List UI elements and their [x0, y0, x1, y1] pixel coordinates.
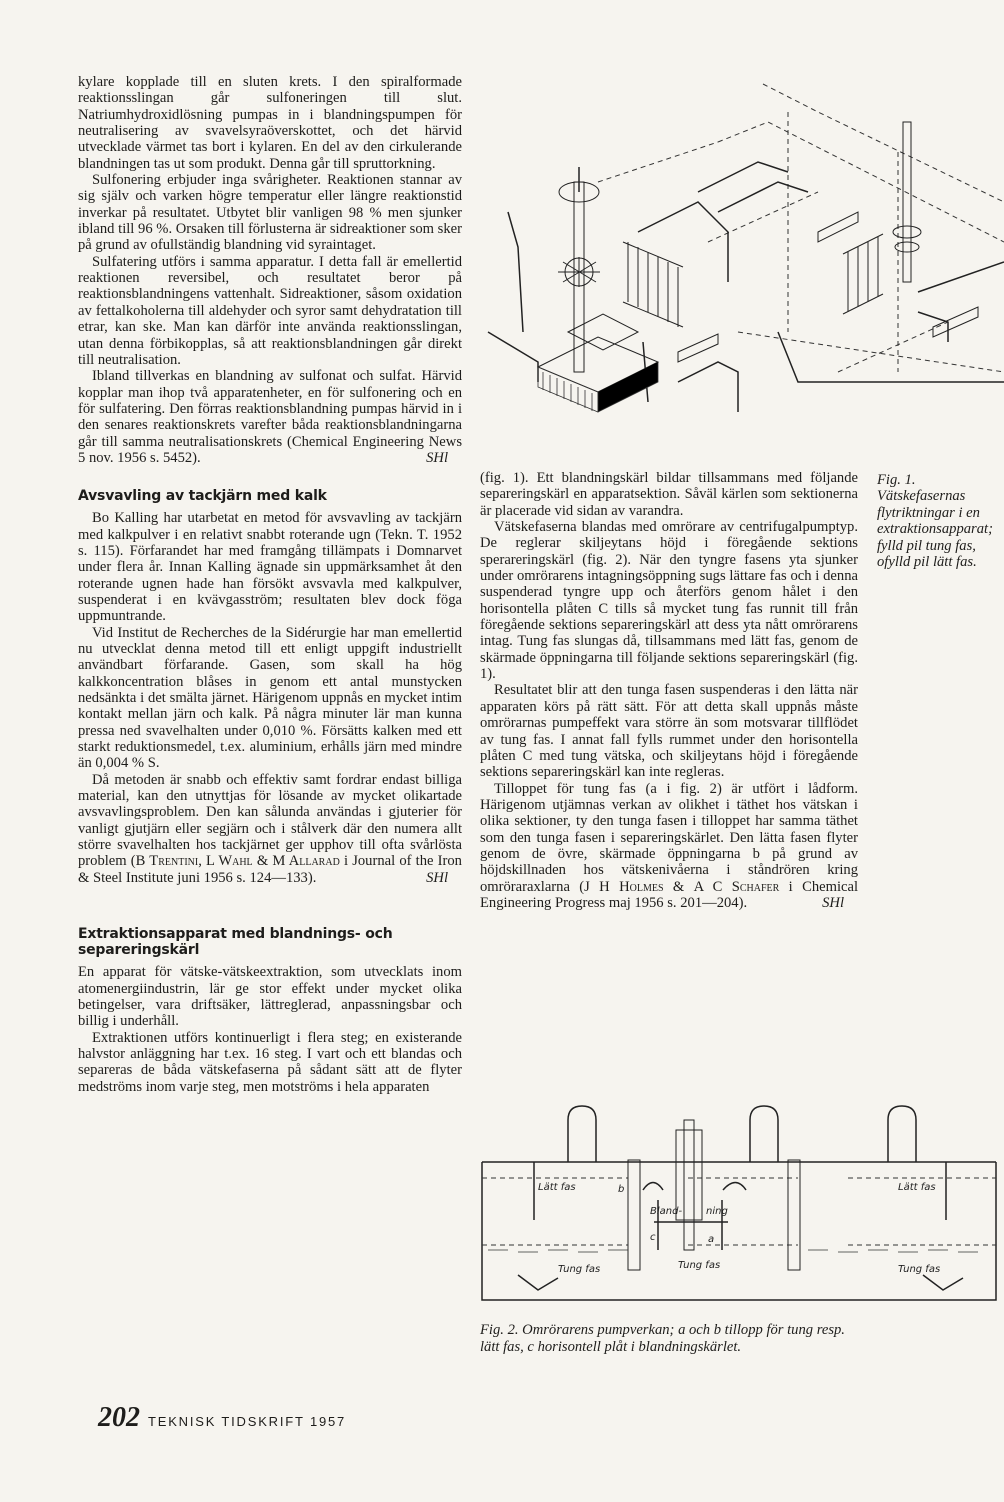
paragraph: Vid Institut de Recherches de la Sidérurgie har man emellertid nu utvecklat denna metod till ett enligt uppgift industriellt användbart förfarande. Gasen, som skall ha hög kalkkoncentration blåses in genom ett antal munstycken nedsänkta i det smälta järnet. Härigenom uppnås en mycket intim kontakt mellan järn och kalk. På några minuter lär man kunna pressa ned svavelhalten under 0,010 %. Försätts kalken med ett starkt reduktionsmedel, t.ex. aluminium, erhålls järn med mindre än 0,004 % S. [78, 624, 462, 772]
page-footer [98, 1402, 346, 1434]
paragraph: kylare kopplade till en sluten krets. I den spiralformade reaktionsslingan går sulfoneringen till slut. Natriumhydroxidlösning pumpas in i blandningspumpen för neutralisering av svavelsyraöverskottet, och det härvid utvecklade värmet tas bort i kylaren. En del av den cirkulerande blandningen tas ut som produkt. Denna går till spruttorkning. [78, 74, 462, 172]
label-bland: Bland- [650, 1206, 683, 1217]
paragraph-text: i Chemical Engineering Progress maj 1956 s. 201—204). [480, 878, 859, 911]
ampersand: & [256, 853, 269, 870]
section-heading: Avsvavling av tackjärn med kalk [78, 488, 327, 505]
paragraph-text: Då metoden är snabb och effektiv samt fordrar endast billiga material, kan den utnyttjas för lösande av mycket olikartade avsvavlingsproblem. Den kan sålunda användas i gjuterier för vanligt gjutjärn eller segjärn och i stålverk där den numera allt större svavelhalten hos tackjärnet ger upphov till ofta svårlösta problem ( [78, 771, 462, 870]
section-heading: Extraktionsapparat med blandnings- och separeringskärl [78, 926, 393, 959]
figure-1-drawing [478, 82, 1004, 444]
author-name: M Allarad [272, 853, 340, 870]
paragraph: En apparat för vätske-vätskeextraktion, som utvecklats inom atomenergiindustrin, lär ge stor effekt under mycket olika betingelser, vara driftsäker, lättreglerad, anpassningsbar och billig i underhåll. [78, 964, 462, 1030]
paragraph: (fig. 1). Ett blandningskärl bildar tillsammans med följande separeringskärl en apparatsektion. Såväl kärlen som sektionerna är placerade vid sidan av varandra. [480, 470, 858, 519]
paragraph-text: Ibland tillverkas en blandning av sulfonat och sulfat. Härvid kopplar man ihop två apparatenheter, en för sulfonering och en för sulfatering. Den förras reaktionsblandning pumpas härvid in i den senares reaktionskrets varefter båda reaktionsblandningarna går till samma neutralisationskrets (Chemical Engineering News 5 nov. 1956 s. 5452). [78, 368, 462, 466]
paragraph: Vätskefaserna blandas med omrörare av centrifugalpumptyp. De reglerar skiljeytans höjd i föregående sektions sperareringskärl (fig. 2). När den tyngre fasens yta sjunker under omrörarens intagningsöppning sugs lättare fas och i denna suspenderad tyngre upp och återförs genom hålet i den horisontella plåten C tills så mycket tung fas runnit till från föregående sektions separeringskärl att dess yta nått omrörarens intag. Tung fas slungas då, tillsammans med lätt fas, genom de skärmade öppningarna till följande sektions separeringskärl (fig. 1). [480, 519, 858, 683]
author-name: J H Holmes [584, 878, 664, 895]
label-tung-fas-right: Tung fas [898, 1264, 941, 1275]
label-a: a [708, 1234, 715, 1245]
author-name: L Wahl [206, 853, 253, 870]
label-c: c [650, 1232, 656, 1243]
figure-2-drawing [478, 1100, 1000, 1312]
label-tung-fas-left: Tung fas [558, 1264, 601, 1275]
figure-2-caption: Fig. 2. Omrörarens pumpverkan; a och b tillopp för tung resp. lätt fas, c horisontell plåt i blandningskärlet. [480, 1322, 845, 1355]
left-column [78, 74, 462, 1095]
page-number: 202 [98, 1402, 140, 1433]
label-tung-fas-mid: Tung fas [678, 1260, 721, 1271]
signature: SHl [822, 894, 844, 911]
paragraph: Resultatet blir att den tunga fasen suspenderas i den lätta när apparaten körs på rätt sätt. För att detta skall uppnås måste omrörarnas pumpeffekt vara större än som motsvarar tillflödet av tung fas. I annat fall fylls rummet under den horisontella plåten C med tung vätska, och skiljeytans höjd i föregående sektions separeringskärl kan inte regleras. [480, 682, 858, 781]
label-latt-fas-left: Lätt fas [538, 1182, 576, 1193]
paragraph-text: i Journal of the Iron & Steel Institute juni 1956 s. 124—133). [78, 853, 462, 886]
paragraph: Sulfatering utförs i samma apparatur. I detta fall är emellertid reaktionen reversibel, och resultatet beror på reaktionsblandningens vattenhalt. Sidreaktioner, såsom oxidation av fettalkoholerna till aldehyder och syror samt dehydratation till etrar, kan ske. Man kan därför inte använda reaktionsslingan, utan denna förbikopplas, så att reaktionsblandningen går direkt till neutralisation. [78, 253, 462, 368]
paragraph: Extraktionen utförs kontinuerligt i flera steg; en existerande halvstor anläggning har t.ex. 16 steg. I vart och ett blandas och separeras de båda vätskefaserna på sådant sätt att de flyter medströms inom varje steg, men motströms i hela apparaten [78, 1029, 462, 1095]
journal-name: TEKNISK TIDSKRIFT 1957 [148, 1414, 347, 1429]
paragraph: Sulfonering erbjuder inga svårigheter. Reaktionen stannar av sig själv och varken högre temperatur eller längre reaktionstid inverkar på resultatet. Utbytet blir vanligen 98 % men sjunker ibland till 96 %. Orsaken till förlusterna är sidreaktioner som sker på grund av ofullständig blandning vid syraintaget. [78, 172, 462, 254]
paragraph: Då metoden är snabb och effektiv samt fordrar endast billiga material, kan den utnyttjas för lösande av mycket olikartade avsvavlingsproblem. Den kan sålunda användas i gjuterier för vanligt gjutjärn eller segjärn och i stålverk där den numera allt större svavelhalten hos tackjärnet ger upphov till ofta svårlösta problem (B Trentini, L Wahl & M Allarad i Journal of the Iron & Steel Institute juni 1956 s. 124—133). SHl [78, 771, 462, 886]
author-name: A C Schafer [693, 878, 780, 895]
right-column [480, 470, 858, 911]
label-latt-fas-right: Lätt fas [898, 1182, 936, 1193]
author-name: B Trentini [135, 853, 199, 870]
label-ning: ning [706, 1206, 728, 1217]
paragraph [480, 781, 858, 912]
paragraph: Bo Kalling har utarbetat en metod för avsvavling av tackjärn med kalkpulver i en relativt snabbt roterande ugn (Tekn. T. 1952 s. 115). Förfarandet har med framgång tillämpats i Domnarvet under flera år. Innan Kalling ägnade sin uppmärksamhet åt den roterande ugnen hade han försökt avsvavla med kalkpulver, suspenderat i en kvävgasström; resultaten blev dock föga uppmuntrande. [78, 510, 462, 625]
signature: SHl [426, 449, 448, 466]
signature: SHl [426, 869, 448, 886]
ampersand: & [672, 878, 685, 895]
label-b: b [618, 1184, 625, 1195]
paragraph [78, 368, 462, 466]
paragraph-text: Tilloppet för tung fas (a i fig. 2) är utfört i lådform. Härigenom utjämnas verkan av olikhet i täthet hos vätskan i olika sektioner, ty den tunga fasen i tilloppet har samma täthet som den tunga fasen i separeringskärlet. Den lätta fasen flyter genom de övre, skärmade öppningarna b på grund av höjdskillnaden hos vätskenivåerna i ståndrören kring omröraraxlarna ( [480, 780, 858, 895]
figure-1-caption: Fig. 1. Vätskefasernas flytriktningar i en extraktionsapparat; fylld pil tung fas, ofylld pil lätt fas. [877, 472, 993, 571]
